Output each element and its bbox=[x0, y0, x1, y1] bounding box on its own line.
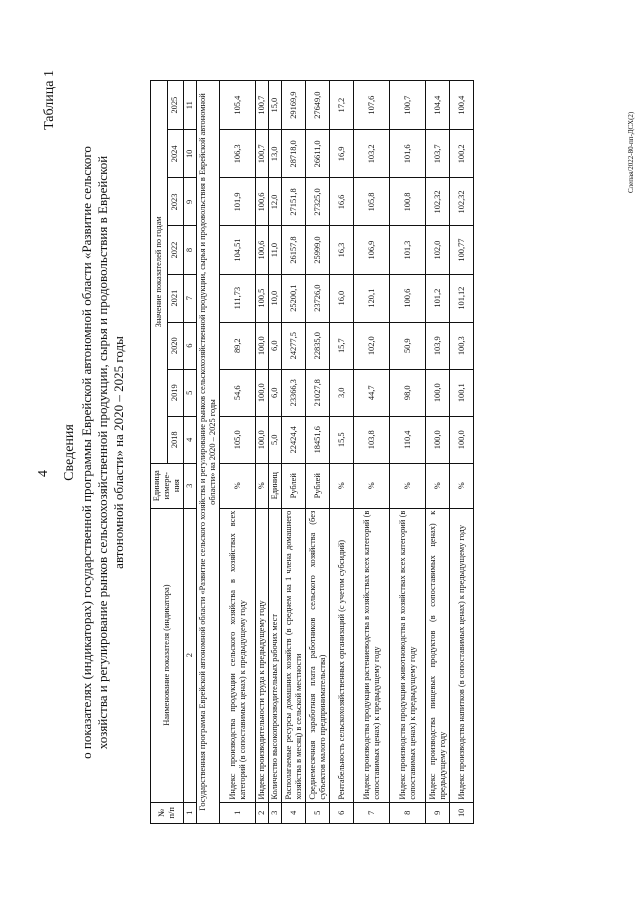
value-cell: 23366,3 bbox=[282, 369, 306, 416]
value-cell: 17,2 bbox=[330, 81, 354, 130]
value-cell: 15,7 bbox=[330, 322, 354, 369]
col-number: 3 bbox=[184, 463, 197, 508]
value-cell: 103,2 bbox=[354, 130, 390, 178]
value-cell: 16,3 bbox=[330, 226, 354, 274]
col-number: 11 bbox=[184, 81, 197, 130]
value-cell: 22835,0 bbox=[306, 322, 330, 369]
value-cell: 100,2 bbox=[450, 130, 474, 178]
value-cell: 102,0 bbox=[426, 226, 450, 274]
indicator-name: Рентабельность сельскохозяйственных организаций (с учетом субсидий) bbox=[330, 508, 354, 802]
value-cell: 105,8 bbox=[354, 178, 390, 226]
row-number: 8 bbox=[390, 802, 426, 823]
value-cell: 100,0 bbox=[450, 416, 474, 463]
value-cell: 100,6 bbox=[390, 274, 426, 322]
value-cell: 28718,0 bbox=[282, 130, 306, 178]
value-cell: 11,0 bbox=[269, 226, 282, 274]
value-cell: 100,6 bbox=[256, 178, 269, 226]
value-cell: 22424,4 bbox=[282, 416, 306, 463]
value-cell: 110,4 bbox=[390, 416, 426, 463]
indicator-name: Индекс производства продукции растениеводства в хозяйствах всех категорий (в сопоставимых ценах) к предыдущему году bbox=[354, 508, 390, 802]
unit-cell: % bbox=[354, 463, 390, 508]
value-cell: 101,9 bbox=[220, 178, 256, 226]
value-cell: 100,7 bbox=[256, 81, 269, 130]
value-cell: 100,0 bbox=[256, 416, 269, 463]
value-cell: 50,9 bbox=[390, 322, 426, 369]
col-number: 5 bbox=[184, 369, 197, 416]
row-number: 10 bbox=[450, 802, 474, 823]
value-cell: 100,4 bbox=[450, 81, 474, 130]
row-number: 7 bbox=[354, 802, 390, 823]
value-cell: 12,0 bbox=[269, 178, 282, 226]
value-cell: 25999,0 bbox=[306, 226, 330, 274]
col-number: 8 bbox=[184, 226, 197, 274]
value-cell: 6,0 bbox=[269, 322, 282, 369]
table-body bbox=[220, 81, 474, 824]
header-num: № п/п bbox=[151, 802, 184, 823]
value-cell: 103,8 bbox=[354, 416, 390, 463]
value-cell: 100,1 bbox=[450, 369, 474, 416]
value-cell: 102,0 bbox=[354, 322, 390, 369]
value-cell: 101,12 bbox=[450, 274, 474, 322]
table-row bbox=[354, 81, 390, 824]
unit-cell: % bbox=[256, 463, 269, 508]
row-number: 1 bbox=[220, 802, 256, 823]
value-cell: 16,6 bbox=[330, 178, 354, 226]
year-header: 2019 bbox=[167, 369, 184, 416]
value-cell: 23726,0 bbox=[306, 274, 330, 322]
row-number: 3 bbox=[269, 802, 282, 823]
unit-cell: Единиц bbox=[269, 463, 282, 508]
value-cell: 100,77 bbox=[450, 226, 474, 274]
value-cell: 18451,6 bbox=[306, 416, 330, 463]
col-number: 9 bbox=[184, 178, 197, 226]
unit-cell: % bbox=[330, 463, 354, 508]
header-name: Наименование показателя (индикатора) bbox=[151, 508, 184, 802]
value-cell: 100,0 bbox=[256, 322, 269, 369]
value-cell: 98,0 bbox=[390, 369, 426, 416]
value-cell: 104,51 bbox=[220, 226, 256, 274]
value-cell: 54,6 bbox=[220, 369, 256, 416]
col-number: 2 bbox=[184, 508, 197, 802]
indicator-name: Индекс производства напитков (в сопоставимых ценах) к предыдущему году bbox=[450, 508, 474, 802]
row-number: 4 bbox=[282, 802, 306, 823]
indicator-name: Индекс производительности труда к предыдущему году bbox=[256, 508, 269, 802]
value-cell: 102,32 bbox=[426, 178, 450, 226]
value-cell: 16,9 bbox=[330, 130, 354, 178]
table-row bbox=[390, 81, 426, 824]
value-cell: 100,6 bbox=[256, 226, 269, 274]
value-cell: 106,3 bbox=[220, 130, 256, 178]
value-cell: 107,6 bbox=[354, 81, 390, 130]
year-header: 2023 bbox=[167, 178, 184, 226]
value-cell: 16,0 bbox=[330, 274, 354, 322]
header-unit: Единица измере-ния bbox=[151, 463, 184, 508]
unit-cell: Рублей bbox=[282, 463, 306, 508]
value-cell: 101,3 bbox=[390, 226, 426, 274]
value-cell: 26157,8 bbox=[282, 226, 306, 274]
col-number: 4 bbox=[184, 416, 197, 463]
value-cell: 15,0 bbox=[269, 81, 282, 130]
indicators-table bbox=[150, 80, 474, 824]
row-number: 6 bbox=[330, 802, 354, 823]
column-numbers-row bbox=[184, 81, 197, 824]
row-number: 9 bbox=[426, 802, 450, 823]
indicator-name: Количество высокопроизводительных рабочих мест bbox=[269, 508, 282, 802]
value-cell: 15,5 bbox=[330, 416, 354, 463]
title-text: о показателях (индикаторах) государственной программы Еврейской автономной области «Развитие сельского хозяйства и регулирование рынков сельскохозяйственной продукции, сырья и продовольствия в Еврейской автономной области» на 2020 – 2025 годы bbox=[79, 146, 126, 759]
value-cell: 24277,5 bbox=[282, 322, 306, 369]
table-row bbox=[282, 81, 306, 824]
year-header: 2024 bbox=[167, 130, 184, 178]
value-cell: 101,2 bbox=[426, 274, 450, 322]
indicator-name: Индекс производства пищевых продуктов (в сопоставимых ценах) к предыдущему году bbox=[426, 508, 450, 802]
header-values-group: Значение показателей по годам bbox=[151, 81, 168, 464]
year-header: 2021 bbox=[167, 274, 184, 322]
year-header: 2025 bbox=[167, 81, 184, 130]
row-number: 5 bbox=[306, 802, 330, 823]
year-header: 2022 bbox=[167, 226, 184, 274]
program-name: Государственная программа Еврейской автономной области «Развитие сельского хозяйства и регулирование рынков сельскохозяйственной продукции, сырья и продовольствия в Еврейской автономной области» на 2020 – 2025 годы bbox=[197, 81, 220, 824]
value-cell: 89,2 bbox=[220, 322, 256, 369]
value-cell: 100,0 bbox=[426, 416, 450, 463]
value-cell: 6,0 bbox=[269, 369, 282, 416]
year-header: 2020 bbox=[167, 322, 184, 369]
indicator-name: Индекс производства продукции животноводства в хозяйствах всех категорий (в сопоставимых ценах) к предыдущему году bbox=[390, 508, 426, 802]
value-cell: 100,8 bbox=[390, 178, 426, 226]
value-cell: 103,7 bbox=[426, 130, 450, 178]
value-cell: 13,0 bbox=[269, 130, 282, 178]
value-cell: 105,0 bbox=[220, 416, 256, 463]
value-cell: 27151,8 bbox=[282, 178, 306, 226]
table-row bbox=[256, 81, 269, 824]
value-cell: 100,7 bbox=[256, 130, 269, 178]
table-row bbox=[220, 81, 256, 824]
value-cell: 100,7 bbox=[390, 81, 426, 130]
unit-cell: % bbox=[450, 463, 474, 508]
table-row bbox=[330, 81, 354, 824]
value-cell: 29169,9 bbox=[282, 81, 306, 130]
table-row bbox=[269, 81, 282, 824]
footer-code: Слепая/2022-80-пп-ДСХ(2) bbox=[627, 111, 635, 193]
header-row-1 bbox=[151, 81, 168, 824]
value-cell: 44,7 bbox=[354, 369, 390, 416]
indicator-name: Индекс производства продукции сельского хозяйства в хозяйствах всех категорий (в сопоставимых ценах) к предыдущему году bbox=[220, 508, 256, 802]
value-cell: 111,73 bbox=[220, 274, 256, 322]
value-cell: 27325,0 bbox=[306, 178, 330, 226]
value-cell: 103,9 bbox=[426, 322, 450, 369]
title-heading: Сведения bbox=[62, 424, 77, 481]
value-cell: 120,1 bbox=[354, 274, 390, 322]
indicator-name: Среднемесячная заработная плата работников сельского хозяйства (без субъектов малого предпринимательства) bbox=[306, 508, 330, 802]
value-cell: 27649,0 bbox=[306, 81, 330, 130]
col-number: 1 bbox=[184, 802, 197, 823]
value-cell: 100,0 bbox=[256, 369, 269, 416]
unit-cell: % bbox=[390, 463, 426, 508]
value-cell: 10,0 bbox=[269, 274, 282, 322]
col-number: 7 bbox=[184, 274, 197, 322]
table-row bbox=[306, 81, 330, 824]
table-row bbox=[450, 81, 474, 824]
page-number: 4 bbox=[36, 470, 51, 477]
unit-cell: % bbox=[426, 463, 450, 508]
unit-cell: % bbox=[220, 463, 256, 508]
unit-cell: Рублей bbox=[306, 463, 330, 508]
value-cell: 5,0 bbox=[269, 416, 282, 463]
value-cell: 106,9 bbox=[354, 226, 390, 274]
value-cell: 100,0 bbox=[426, 369, 450, 416]
value-cell: 104,4 bbox=[426, 81, 450, 130]
value-cell: 21027,8 bbox=[306, 369, 330, 416]
value-cell: 25200,1 bbox=[282, 274, 306, 322]
year-header: 2018 bbox=[167, 416, 184, 463]
table-number: Таблица 1 bbox=[42, 70, 57, 130]
col-number: 6 bbox=[184, 322, 197, 369]
row-number: 2 bbox=[256, 802, 269, 823]
value-cell: 26611,0 bbox=[306, 130, 330, 178]
value-cell: 100,5 bbox=[256, 274, 269, 322]
table-row bbox=[426, 81, 450, 824]
value-cell: 3,0 bbox=[330, 369, 354, 416]
indicator-name: Располагаемые ресурсы домашних хозяйств (в среднем на 1 члена домашнего хозяйства в месяц) в сельской местности bbox=[282, 508, 306, 802]
program-row bbox=[197, 81, 220, 824]
value-cell: 102,32 bbox=[450, 178, 474, 226]
value-cell: 105,4 bbox=[220, 81, 256, 130]
value-cell: 100,3 bbox=[450, 322, 474, 369]
col-number: 10 bbox=[184, 130, 197, 178]
value-cell: 101,6 bbox=[390, 130, 426, 178]
